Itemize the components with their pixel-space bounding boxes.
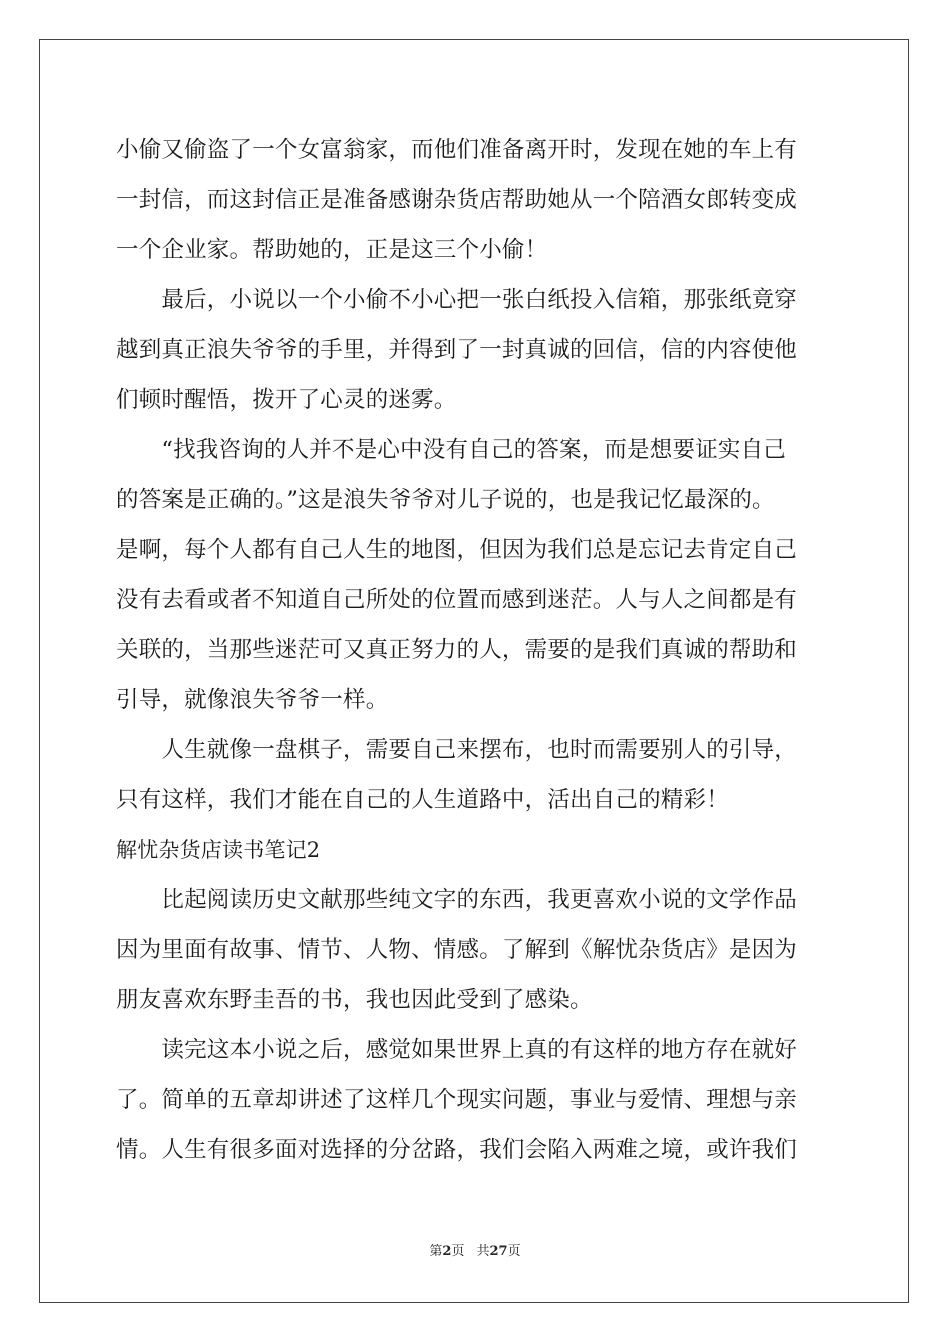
page-footer bbox=[0, 1243, 950, 1261]
text-line: “找我咨询的人并不是心中没有自己的答案，而是想要证实自己 bbox=[116, 437, 787, 463]
page-prefix: 第 bbox=[429, 1244, 443, 1259]
section-heading: 解忧杂货店读书笔记2 bbox=[116, 838, 321, 862]
text-line: 最后，小说以一个小偷不小心把一张白纸投入信箱，那张纸竟穿 bbox=[116, 287, 798, 313]
text-line: 小偷又偷盗了一个女富翁家，而他们准备离开时，发现在她的车上有 bbox=[116, 137, 798, 163]
text-line: 的答案是正确的。”这是浪失爷爷对儿子说的，也是我记忆最深的。 bbox=[116, 487, 775, 513]
text-line: 只有这样，我们才能在自己的人生道路中，活出自己的精彩！ bbox=[116, 787, 729, 813]
text-line: 朋友喜欢东野圭吾的书，我也因此受到了感染。 bbox=[116, 987, 593, 1013]
text-line: 们顿时醒悟，拨开了心灵的迷雾。 bbox=[116, 387, 457, 413]
total-pages: 27 bbox=[489, 1244, 508, 1259]
text-line: 是啊，每个人都有自己人生的地图，但因为我们总是忘记去肯定自己 bbox=[116, 537, 798, 563]
total-suffix: 页 bbox=[507, 1244, 521, 1259]
text-line: 一个企业家。帮助她的，正是这三个小偷！ bbox=[116, 237, 548, 263]
text-line: 情。人生有很多面对选择的分岔路，我们会陷入两难之境，或许我们 bbox=[116, 1137, 798, 1163]
text-line: 因为里面有故事、情节、人物、情感。了解到《解忧杂货店》是因为 bbox=[116, 937, 798, 963]
text-line: 引导，就像浪失爷爷一样。 bbox=[116, 687, 389, 713]
text-line: 了。简单的五章却讲述了这样几个现实问题，事业与爱情、理想与亲 bbox=[116, 1087, 798, 1113]
text-line: 越到真正浪失爷爷的手里，并得到了一封真诚的回信，信的内容使他 bbox=[116, 337, 798, 363]
text-line: 没有去看或者不知道自己所处的位置而感到迷茫。人与人之间都是有 bbox=[116, 587, 798, 613]
total-prefix: 共 bbox=[476, 1244, 490, 1259]
text-line: 一封信，而这封信正是准备感谢杂货店帮助她从一个陪酒女郎转变成 bbox=[116, 187, 798, 213]
text-line: 关联的，当那些迷茫可又真正努力的人，需要的是我们真诚的帮助和 bbox=[116, 637, 798, 663]
text-line: 比起阅读历史文献那些纯文字的东西，我更喜欢小说的文学作品 bbox=[116, 887, 798, 913]
text-line: 人生就像一盘棋子，需要自己来摆布，也时而需要别人的引导， bbox=[116, 737, 798, 763]
page-number: 2 bbox=[442, 1244, 452, 1259]
text-line: 读完这本小说之后，感觉如果世界上真的有这样的地方存在就好 bbox=[116, 1037, 798, 1063]
page-suffix: 页 bbox=[451, 1244, 465, 1259]
document-body bbox=[116, 125, 834, 1175]
